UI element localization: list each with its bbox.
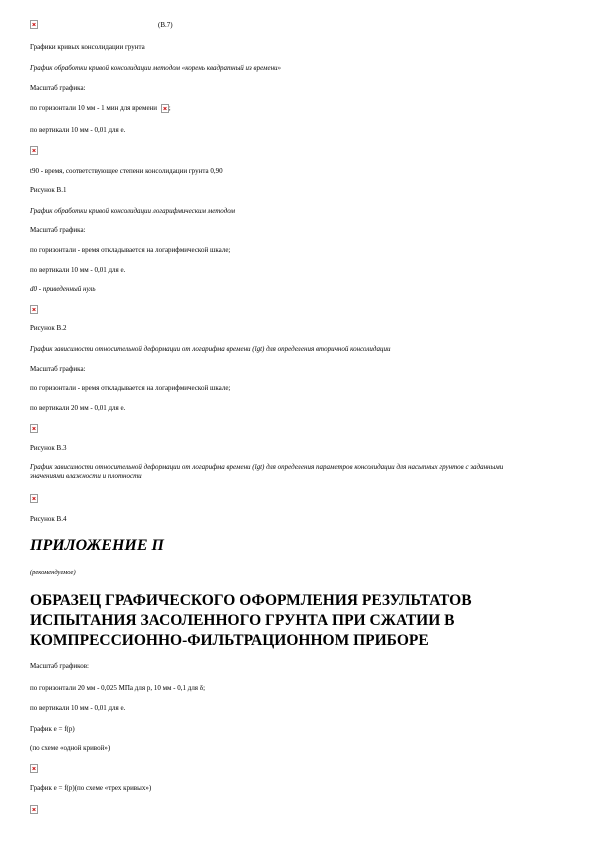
graph-title: График e = f(p) <box>30 725 75 733</box>
horizontal-scale-text: по горизонтали - время откладывается на логарифмической шкале; <box>30 384 231 392</box>
scale-label: Масштаб графиков: <box>30 662 89 670</box>
graph-image-placeholder <box>30 424 38 433</box>
appendix-title: ПРИЛОЖЕНИЕ П <box>30 537 164 554</box>
graph-note: (по схеме «одной кривой») <box>30 744 111 752</box>
figure-caption: График обработки кривой консолидации логарифмическим методом <box>30 207 235 215</box>
equation-row <box>30 20 173 29</box>
graph-image-placeholder <box>30 494 38 503</box>
figure-number: Рисунок В.1 <box>30 186 67 194</box>
figure-number: Рисунок В.2 <box>30 324 67 332</box>
graph-title: График e = f(p)(по схеме «трех кривых») <box>30 784 152 792</box>
horizontal-scale-label: по горизонтали 10 мм - 1 мин для времени <box>30 104 158 113</box>
broken-image-icon <box>30 494 38 503</box>
broken-image-icon <box>30 805 38 814</box>
vertical-scale-text: по вертикали 10 мм - 0,01 для e. <box>30 704 126 712</box>
broken-image-icon <box>161 104 169 113</box>
appendix-status: (рекомендуемое) <box>30 569 76 576</box>
main-heading: ОБРАЗЕЦ ГРАФИЧЕСКОГО ОФОРМЛЕНИЯ РЕЗУЛЬТАТОВ ИСПЫТАНИЯ ЗАСОЛЕННОГО ГРУНТА ПРИ СЖАТИИ В КОМПРЕССИОННО-ФИЛЬТРАЦИОННОМ ПРИБОРЕ <box>30 592 472 649</box>
equation-number: (В.7) <box>158 21 173 29</box>
d0-note: d0 - приведенный нуль <box>30 285 96 293</box>
graph-image-placeholder <box>30 805 38 814</box>
broken-image-icon <box>30 20 38 29</box>
horizontal-scale-text <box>30 104 171 113</box>
broken-image-icon <box>30 424 38 433</box>
figure-number: Рисунок В.4 <box>30 515 67 523</box>
graph-image-placeholder <box>30 305 38 314</box>
scale-label: Масштаб графика: <box>30 226 86 234</box>
broken-image-icon <box>30 305 38 314</box>
graph-image-placeholder <box>30 764 38 773</box>
horizontal-scale-text: по горизонтали 20 мм - 0,025 МПа для p, 10 мм - 0,1 для δ; <box>30 684 206 692</box>
scale-label: Масштаб графика: <box>30 365 86 373</box>
horizontal-scale-end: ; <box>168 104 171 113</box>
t90-note: t90 - время, соответствующее степени консолидации грунта 0,90 <box>30 167 223 175</box>
figure-caption: График зависимости относительной деформации от логарифма времени (lgt) для определения параметров консолидации для насыпных грунтов с заданными значениями влажности и плотности <box>30 463 504 480</box>
vertical-scale-text: по вертикали 10 мм - 0,01 для e. <box>30 266 126 274</box>
vertical-scale-text: по вертикали 20 мм - 0,01 для e. <box>30 404 126 412</box>
broken-image-icon <box>30 146 38 155</box>
vertical-scale-text: по вертикали 10 мм - 0,01 для e. <box>30 126 126 134</box>
figure-caption: График зависимости относительной деформации от логарифма времени (lgt) для определения вторичной консолидации <box>30 345 391 353</box>
section-title: Графики кривых консолидации грунта <box>30 43 145 51</box>
figure-caption: График обработки кривой консолидации методом «корень квадратный из времени» <box>30 64 282 72</box>
figure-number: Рисунок В.3 <box>30 444 67 452</box>
broken-image-icon <box>30 764 38 773</box>
horizontal-scale-text: по горизонтали - время откладывается на логарифмической шкале; <box>30 246 231 254</box>
scale-label: Масштаб графика: <box>30 84 86 92</box>
graph-image-placeholder <box>30 146 38 155</box>
